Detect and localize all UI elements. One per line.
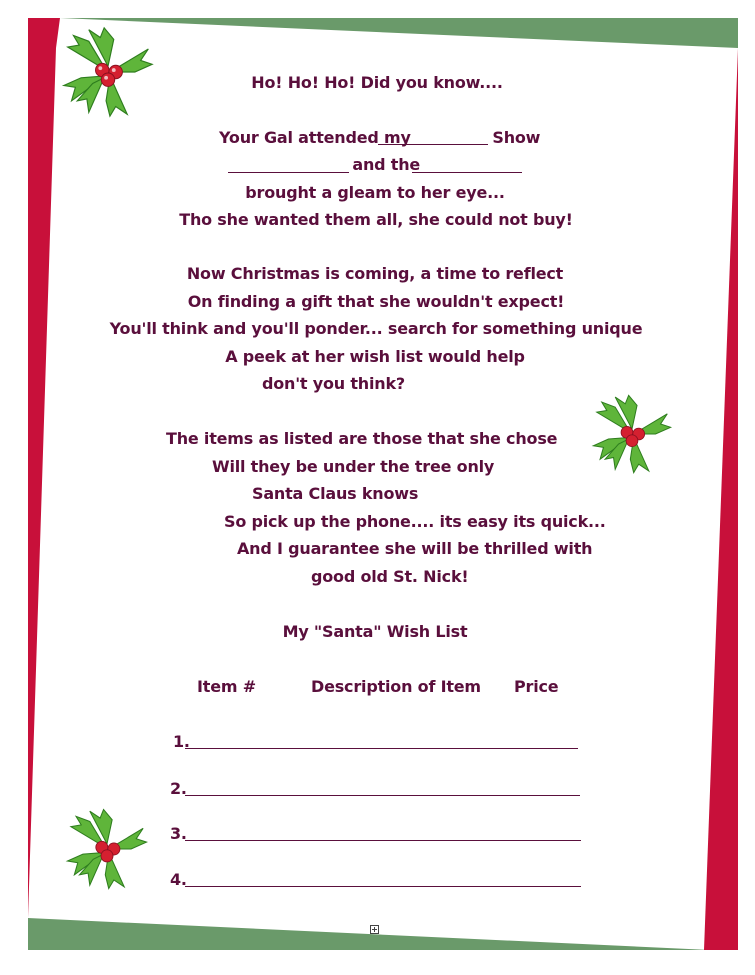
poem-line: Now Christmas is coming, a time to reflect [186, 264, 564, 283]
wish-list-entry-line[interactable] [185, 840, 581, 841]
wish-list-title: My "Santa" Wish List [282, 622, 468, 641]
right-red-border [704, 48, 738, 950]
poem-title: Ho! Ho! Ho! Did you know.... [251, 73, 503, 92]
poem-line: and the [347, 155, 426, 174]
poem-line: Tho she wanted them all, she could not buy! [179, 210, 573, 229]
poem-line: don't you think? [262, 374, 405, 393]
wish-list-entry-line[interactable] [185, 748, 578, 749]
poem-line: Your Gal attended my [219, 128, 417, 147]
poem-line: good old St. Nick! [311, 567, 469, 586]
column-header-description: Description of Item [311, 677, 481, 696]
poem-line: brought a gleam to her eye... [245, 183, 505, 202]
fill-in-blank[interactable] [412, 172, 522, 173]
column-header-price: Price [514, 677, 559, 696]
wish-list-row-number: 3. [170, 824, 187, 843]
expand-icon[interactable] [370, 925, 379, 934]
wish-list-row-number: 4. [170, 870, 187, 889]
holly-icon [590, 392, 674, 476]
wish-list-entry-line[interactable] [185, 795, 580, 796]
left-red-border [28, 18, 60, 918]
column-header-item: Item # [197, 677, 256, 696]
poem-line: The items as listed are those that she chose [166, 429, 558, 448]
poem-line: And I guarantee she will be thrilled with [237, 539, 593, 558]
poem-line: Will they be under the tree only [212, 457, 495, 476]
fill-in-blank[interactable] [378, 144, 488, 145]
poem-line: On finding a gift that she wouldn't expect! [187, 292, 565, 311]
wish-list-row-number: 1. [173, 732, 190, 751]
poem-line: A peek at her wish list would help [225, 347, 525, 366]
fill-in-blank[interactable] [228, 172, 349, 173]
poem-line: Show [487, 128, 541, 147]
holly-icon [60, 24, 156, 120]
wish-list-row-number: 2. [170, 779, 187, 798]
wish-list-entry-line[interactable] [185, 886, 581, 887]
bottom-green-band [28, 918, 710, 950]
poem-line: So pick up the phone.... its easy its quick... [224, 512, 606, 531]
top-green-band [60, 18, 738, 48]
holly-icon [64, 806, 150, 892]
poem-line: You'll think and you'll ponder... search for something unique [109, 319, 643, 338]
poem-line: Santa Claus knows [252, 484, 419, 503]
